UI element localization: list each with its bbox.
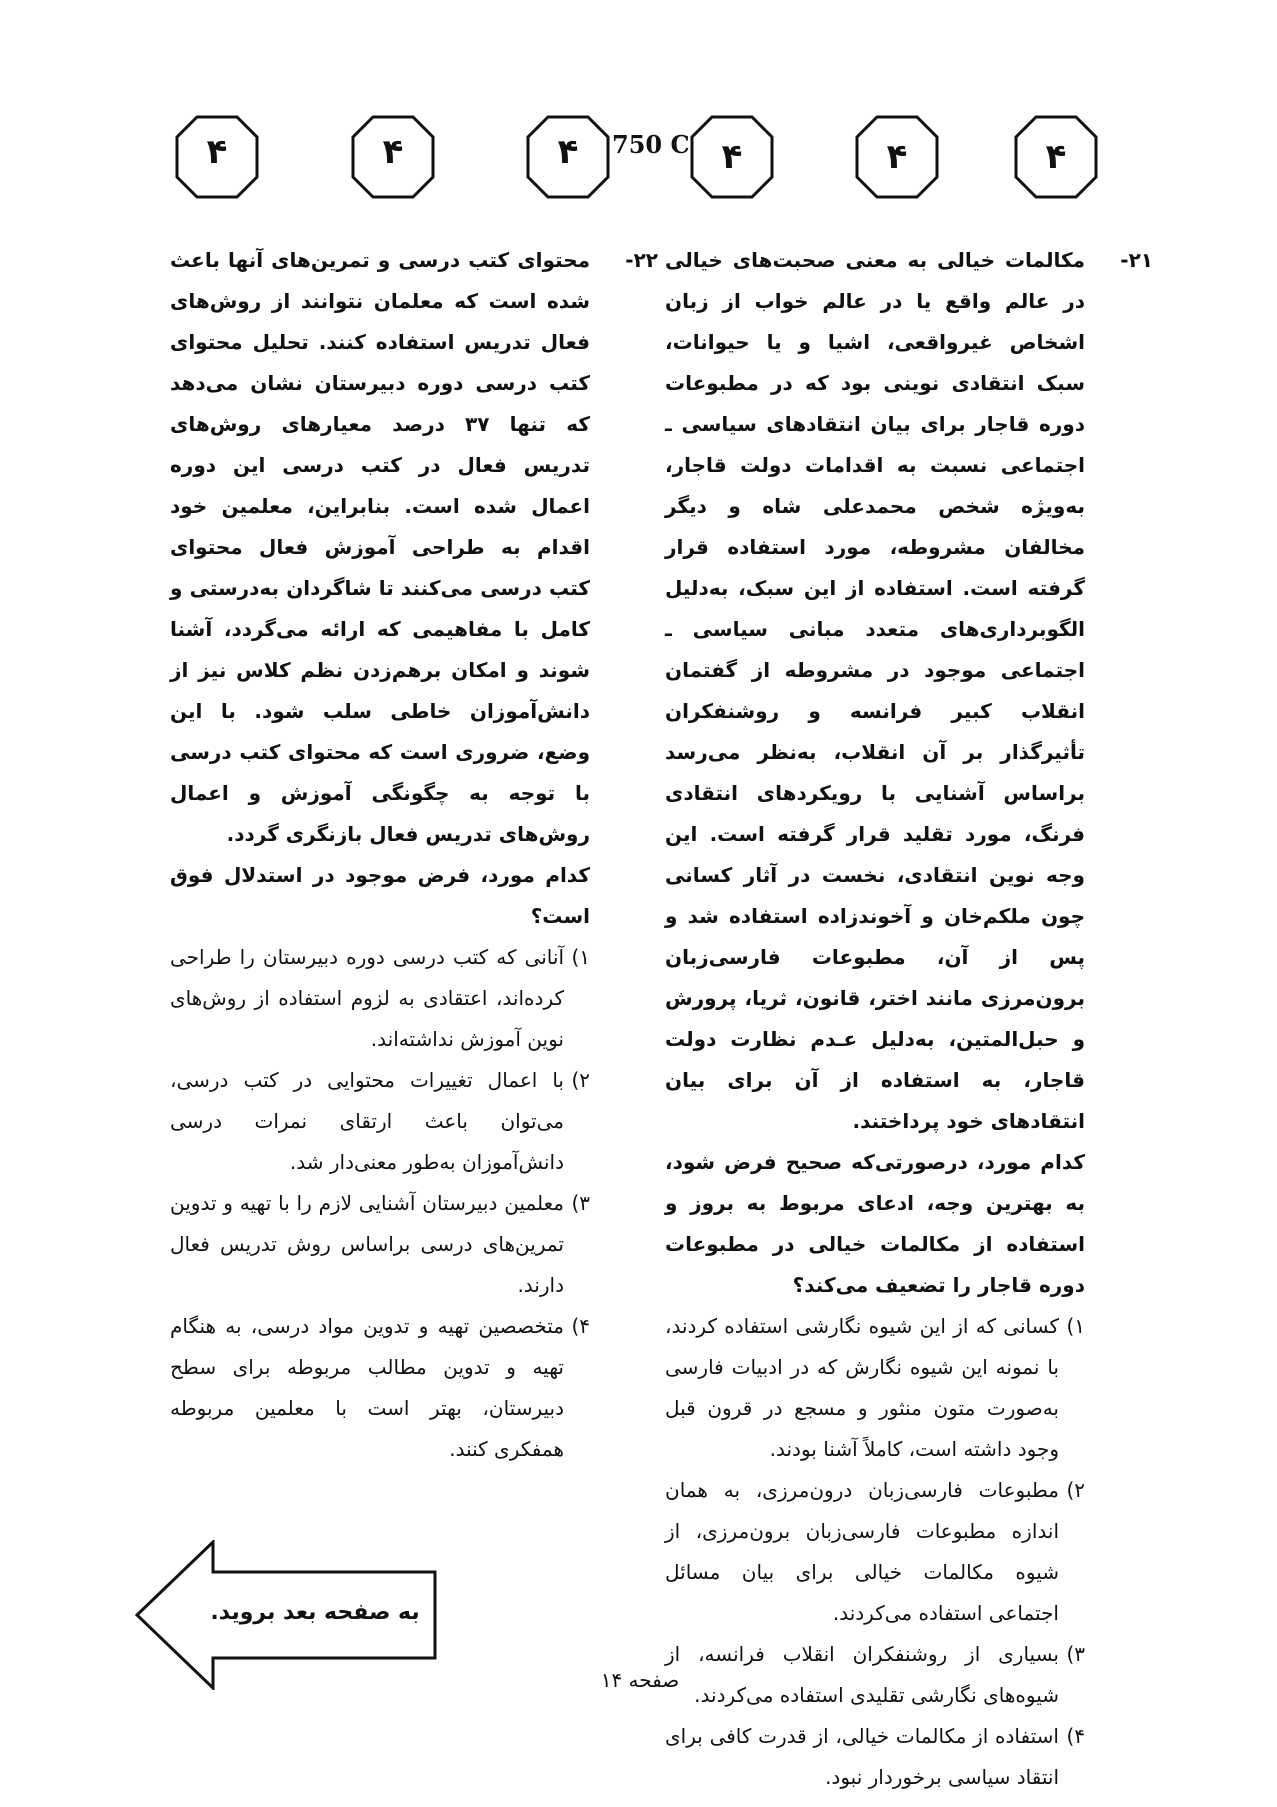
option-text: کسانی که از این شیوه نگارشی استفاده کردند، با نمونه این شیوه نگارش که در ادبیات فارسی به‌صورت متون منثور و مسجع در قرون قبل وجود داشته است، کاملاً آشنا بودند.	[665, 1314, 1059, 1461]
option-number: ۳)	[1066, 1642, 1085, 1666]
option-number: ۴)	[571, 1314, 590, 1338]
badge-5: ۴	[886, 137, 908, 177]
option-text: استفاده از مکالمات خیالی، از قدرت کافی برای انتقاد سیاسی برخوردار نبود.	[665, 1724, 1059, 1789]
option-text: معلمین دبیرستان آشنایی لازم را با تهیه و تدوین تمرین‌های درسی براساس روش تدریس فعال دارند.	[170, 1191, 564, 1297]
next-page-label: به صفحه بعد بروید.	[210, 1600, 420, 1625]
option-text: مطبوعات فارسی‌زبان درون‌مرزی، به همان اندازه مطبوعات فارسی‌زبان برون‌مرزی، از شیوه مکالمات خیالی برای بیان مسائل اجتماعی استفاده می‌کردند.	[665, 1478, 1059, 1625]
question-22	[170, 240, 658, 1470]
question-passage: محتوای کتب درسی و تمرین‌های آنها باعث شده است که معلمان نتوانند از روش‌های فعال تدریس استفاده کنند. تحلیل محتوای کتب درسی دوره دبیرستان نشان می‌دهد که تنها ۳۷ درصد معیارهای روش‌های تدریس فعال در کتب درسی این دوره اعمال شده است. بنابراین، معلمین خود اقدام به طراحی آموزش فعال محتوای کتب درسی می‌کنند تا شاگردان به‌درستی و کامل با مفاهیمی که ارائه می‌گردد، آشنا شوند و امکان برهم‌زدن نظم کلاس نیز از دانش‌آموزان خاطی سلب شود. با این وضع، ضروری است که محتوای کتب درسی با توجه به چگونگی آموزش و اعمال روش‌های تدریس فعال بازنگری گردد.	[170, 248, 590, 846]
badge-2: ۴	[382, 132, 404, 172]
question-number: ۲۱-	[1120, 248, 1153, 272]
answer-option-3[interactable]	[170, 1183, 590, 1306]
option-number: ۱)	[1066, 1314, 1085, 1338]
question-21-body	[665, 240, 1153, 1142]
page-number: صفحه ۱۴	[600, 1668, 680, 1692]
question-21	[665, 240, 1153, 1798]
badge-3: ۴	[557, 132, 579, 172]
option-text: با اعمال تغییرات محتوایی در کتب درسی، می‌توان باعث ارتقای نمرات درسی دانش‌آموزان به‌طور معنی‌دار شد.	[170, 1068, 564, 1174]
option-text: آنانی که کتب درسی دوره دبیرستان را طراحی کرده‌اند، اعتقادی به لزوم استفاده از روش‌های نوین آموزش نداشته‌اند.	[170, 945, 564, 1051]
page-header	[0, 0, 1277, 200]
booklet-code: 750 C	[612, 130, 690, 159]
answer-option-1[interactable]	[170, 937, 590, 1060]
option-number: ۱)	[571, 945, 590, 969]
option-text: متخصصین تهیه و تدوین مواد درسی، به هنگام تهیه و تدوین مطالب مربوطه برای سطح دبیرستان، بهتر است با معلمین مربوطه همفکری کنند.	[170, 1314, 564, 1461]
answer-option-1[interactable]	[665, 1306, 1085, 1470]
option-number: ۳)	[571, 1191, 590, 1215]
answer-option-4[interactable]	[665, 1716, 1085, 1798]
option-number: ۴)	[1066, 1724, 1085, 1748]
badge-6: ۴	[1045, 137, 1067, 177]
question-passage: مکالمات خیالی به معنی صحبت‌های خیالی در عالم واقع یا در عالم خواب از زبان اشخاص غیرواقعی، اشیا و یا حیوانات، سبک انتقادی نوینی بود که در مطبوعات دوره قاجار برای بیان انتقادهای سیاسی ـ اجتماعی نسبت به اقدامات دولت قاجار، به‌ویژه شخص محمدعلی شاه و دیگر مخالفان مشروطه، مورد استفاده قرار گرفته است. استفاده از این سبک، به‌دلیل الگوبرداری‌های متعدد مبانی سیاسی ـ اجتماعی موجود در مشروطه از گفتمان انقلاب کبیر فرانسه و روشنفکران تأثیرگذار بر آن انقلاب، به‌نظر می‌رسد براساس آشنایی با رویکردهای انتقادی فرنگ، مورد تقلید قرار گرفته است. این وجه نوین انتقادی، نخست در آثار کسانی چون ملکم‌خان و آخوندزاده استفاده شد و پس از آن، مطبوعات فارسی‌زبان برون‌مرزی مانند اختر، قانون، ثریا، پرورش و حبل‌المتین، به‌دلیل عـدم نظارت دولت قاجار، به استفاده از آن برای بیان انتقادهای خود پرداختند.	[665, 248, 1085, 1133]
question-number: ۲۲-	[625, 248, 658, 272]
answer-option-3[interactable]	[665, 1634, 1085, 1716]
option-number: ۲)	[571, 1068, 590, 1092]
option-text: بسیاری از روشنفکران انقلاب فرانسه، از شیوه‌های نگارشی تقلیدی استفاده می‌کردند.	[665, 1642, 1059, 1707]
question-stem: کدام مورد، فرض موجود در استدلال فوق است؟	[170, 863, 590, 928]
answer-option-4[interactable]	[170, 1306, 590, 1470]
option-number: ۲)	[1066, 1478, 1085, 1502]
badge-1: ۴	[206, 132, 228, 172]
answer-option-2[interactable]	[665, 1470, 1085, 1634]
answer-option-2[interactable]	[170, 1060, 590, 1183]
question-22-body	[170, 240, 658, 855]
question-stem: کدام مورد، درصورتی‌که صحیح فرض شود، به بهترین وجه، ادعای مربوط به بروز و استفاده از مکالمات خیالی در مطبوعات دوره قاجار را تضعیف می‌کند؟	[665, 1150, 1085, 1297]
badge-4: ۴	[721, 137, 743, 177]
